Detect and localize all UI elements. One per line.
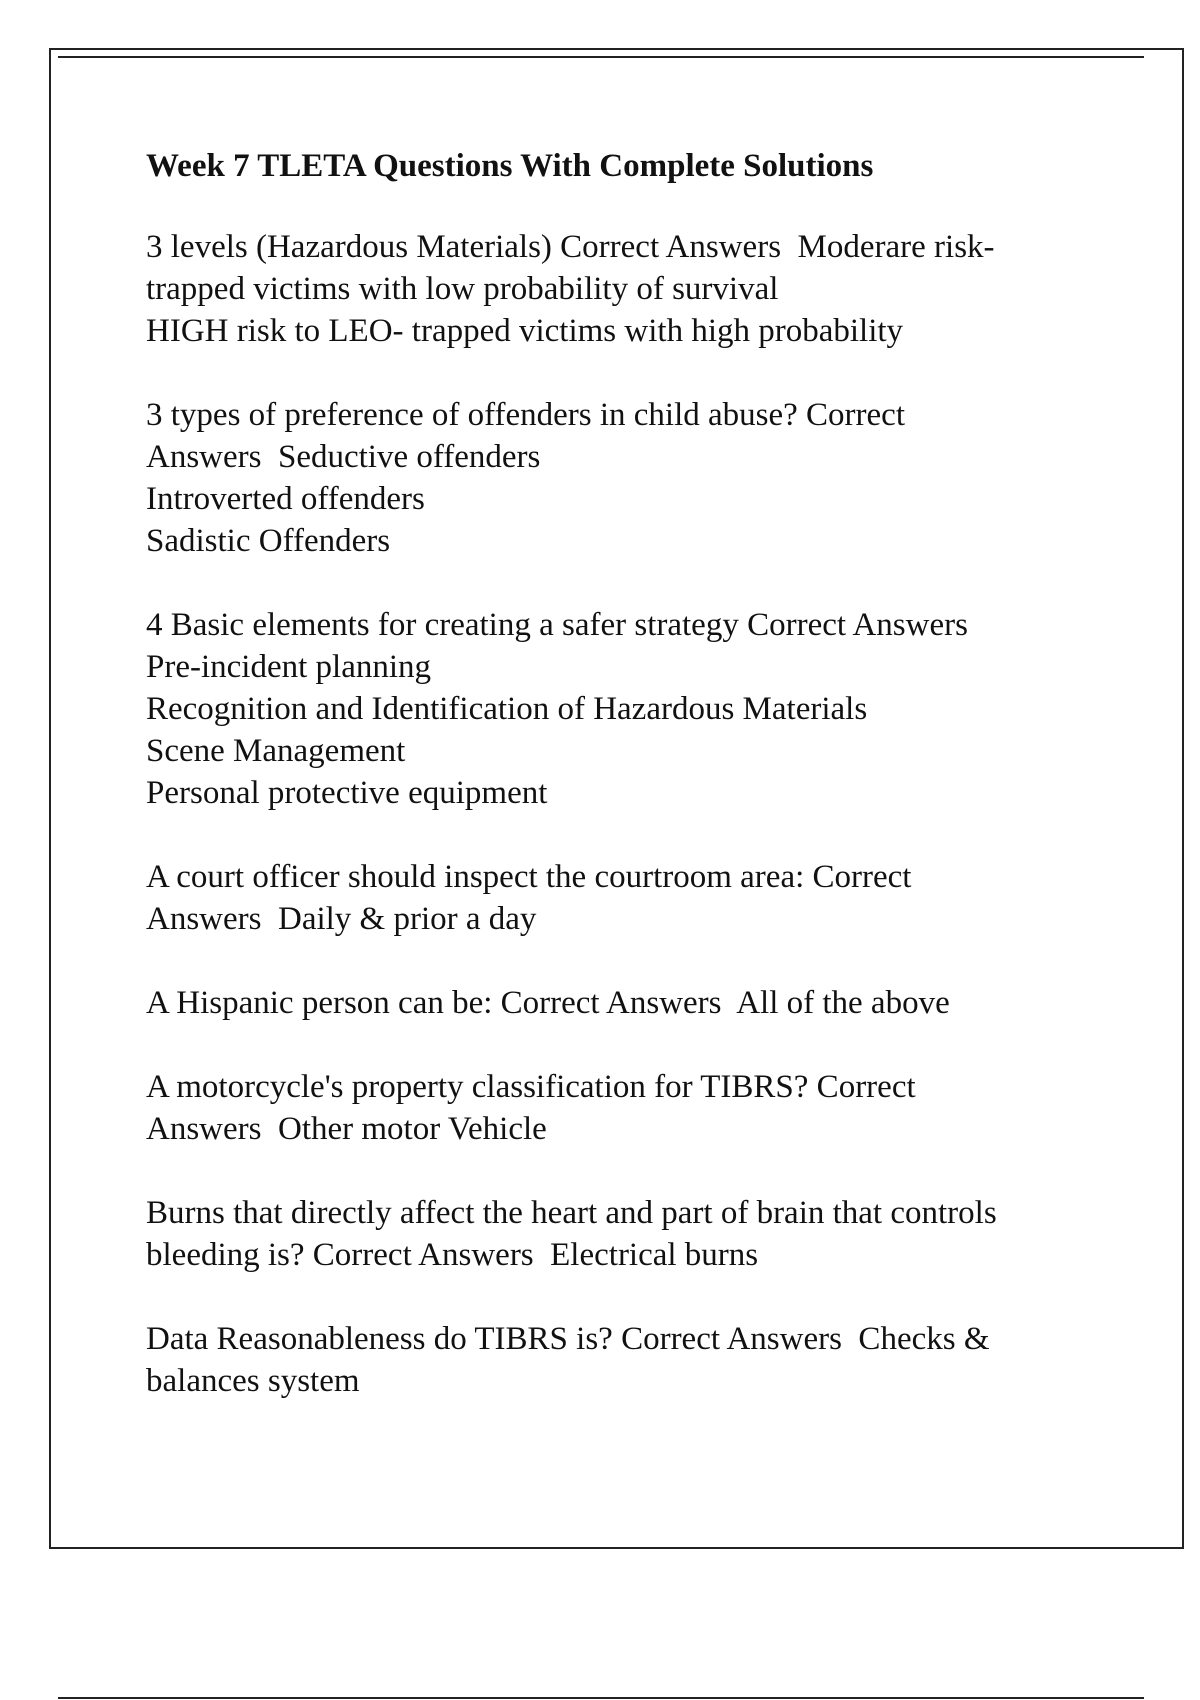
entry-line: bleeding is? Correct Answers Electrical burns <box>146 1237 759 1273</box>
qa-entry-safer-strategy <box>146 604 1106 814</box>
entry-line: A Hispanic person can be: Correct Answers All of the above <box>146 985 950 1021</box>
entry-line: Burns that directly affect the heart and part of brain that controls <box>146 1195 997 1231</box>
entry-line: Data Reasonableness do TIBRS is? Correct Answers Checks & <box>146 1321 990 1357</box>
entry-line: 3 levels (Hazardous Materials) Correct Answers Moderare risk- <box>146 229 995 265</box>
qa-entry-burns <box>146 1192 1106 1276</box>
entry-line: Sadistic Offenders <box>146 523 391 559</box>
entry-line: HIGH risk to LEO- trapped victims with high probability <box>146 313 904 349</box>
qa-entry-data-reasonableness <box>146 1318 1106 1402</box>
qa-entry-hispanic-person <box>146 982 1106 1024</box>
entry-line: balances system <box>146 1363 360 1399</box>
entry-line: trapped victims with low probability of survival <box>146 271 779 307</box>
entry-line: Answers Seductive offenders <box>146 439 541 475</box>
entry-line: Introverted offenders <box>146 481 425 517</box>
entry-line: Pre-incident planning <box>146 649 432 685</box>
document-title: Week 7 TLETA Questions With Complete Solutions <box>146 148 874 184</box>
entry-line: A motorcycle's property classification for TIBRS? Correct <box>146 1069 916 1105</box>
entry-line: A court officer should inspect the courtroom area: Correct <box>146 859 912 895</box>
entry-line: 4 Basic elements for creating a safer strategy Correct Answers <box>146 607 968 643</box>
entry-line: Answers Daily & prior a day <box>146 901 537 937</box>
entry-line: 3 types of preference of offenders in child abuse? Correct <box>146 397 905 433</box>
entry-line: Recognition and Identification of Hazardous Materials <box>146 691 868 727</box>
qa-entry-motorcycle-classification <box>146 1066 1106 1150</box>
qa-entry-offender-types <box>146 394 1106 562</box>
entry-line: Answers Other motor Vehicle <box>146 1111 547 1147</box>
document-body <box>146 144 1106 1444</box>
qa-entry-hazmat-levels <box>146 226 1106 352</box>
entry-line: Personal protective equipment <box>146 775 548 811</box>
qa-entry-court-officer <box>146 856 1106 940</box>
bottom-rule <box>58 1697 1144 1699</box>
entry-line: Scene Management <box>146 733 406 769</box>
